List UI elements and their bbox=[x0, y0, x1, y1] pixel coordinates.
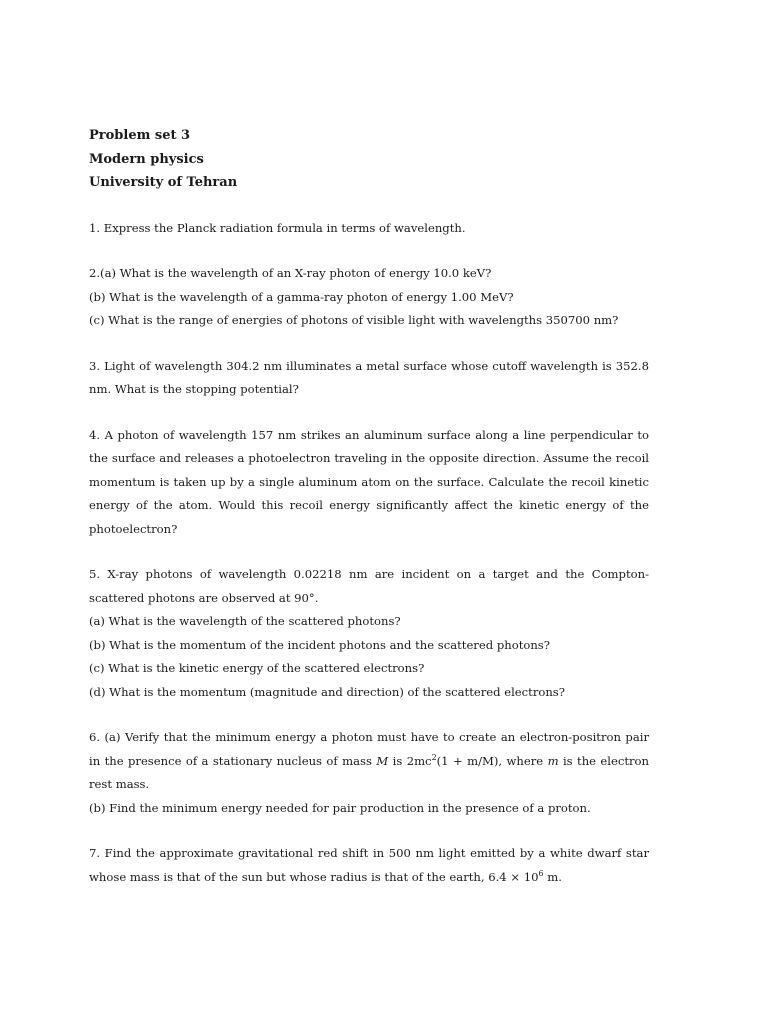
math-M: M bbox=[376, 753, 389, 768]
problem-6a-text-end: is the electron rest mass. bbox=[89, 753, 650, 791]
problem-7 bbox=[89, 842, 649, 889]
problem-7-text-start: 7. Find the approximate gravitational red shift in 500 nm light emitted by a white dwarf star whose mass is that of the sun but whose radius is that of the earth, 6.4 × 10 bbox=[89, 846, 649, 884]
problem-5-intro: 5. X-ray photons of wavelength 0.02218 nm are incident on a target and the Compton-scattered photons are observed at 90°. bbox=[89, 567, 649, 605]
problem-6a-text-start: 6. (a) Verify that the minimum energy a photon must have to create an electron-positron pair in the presence of a stationary nucleus of mass bbox=[89, 730, 649, 768]
problem-5b: (b) What is the momentum of the incident photons and the scattered photons? bbox=[89, 637, 550, 652]
problem-5a: (a) What is the wavelength of the scattered photons? bbox=[89, 614, 401, 628]
problem-6a bbox=[89, 726, 649, 797]
title-university: University of Tehran bbox=[89, 175, 238, 190]
title-problem-set: Problem set 3 bbox=[89, 128, 191, 143]
problem-6a-is: is bbox=[388, 753, 407, 768]
problem-5c: (c) What is the kinetic energy of the scattered electrons? bbox=[89, 661, 425, 675]
math-m: m bbox=[547, 753, 559, 768]
problem-3: 3. Light of wavelength 304.2 nm illuminates a metal surface whose cutoff wavelength is 352.8 nm. What is the stopping potential? bbox=[89, 358, 649, 396]
problem-2b: (b) What is the wavelength of a gamma-ray photon of energy 1.00 MeV? bbox=[89, 289, 514, 304]
problem-6b: (b) Find the minimum energy needed for pair production in the presence of a proton. bbox=[89, 800, 591, 815]
math-exponent: 2 bbox=[431, 752, 437, 762]
problem-1: 1. Express the Planck radiation formula in terms of wavelength. bbox=[89, 220, 466, 235]
problem-4: 4. A photon of wavelength 157 nm strikes an aluminum surface along a line perpendicular to the surface and releases a photoelectron traveling in the opposite direction. Assume the recoil momentum is taken up by a single aluminum atom on the surface. Calculate the recoil kinetic energy of the atom. Would this recoil energy significantly affect the kinetic energy of the photoelectron? bbox=[89, 427, 649, 536]
problem-7-exponent: 6 bbox=[538, 868, 544, 878]
problem-6a-where: , where bbox=[498, 753, 548, 768]
problem-7-text-end: m. bbox=[543, 869, 562, 884]
problem-2c: (c) What is the range of energies of photons of visible light with wavelengths 350700 nm? bbox=[89, 313, 619, 327]
problem-2a: 2.(a) What is the wavelength of an X-ray photon of energy 10.0 keV? bbox=[89, 266, 492, 280]
math-formula-post: (1 + m/M) bbox=[436, 753, 499, 768]
problem-5d: (d) What is the momentum (magnitude and direction) of the scattered electrons? bbox=[89, 684, 565, 699]
title-course: Modern physics bbox=[89, 151, 204, 167]
math-formula-pre: 2mc bbox=[406, 753, 432, 768]
problem-set-page bbox=[89, 124, 649, 889]
